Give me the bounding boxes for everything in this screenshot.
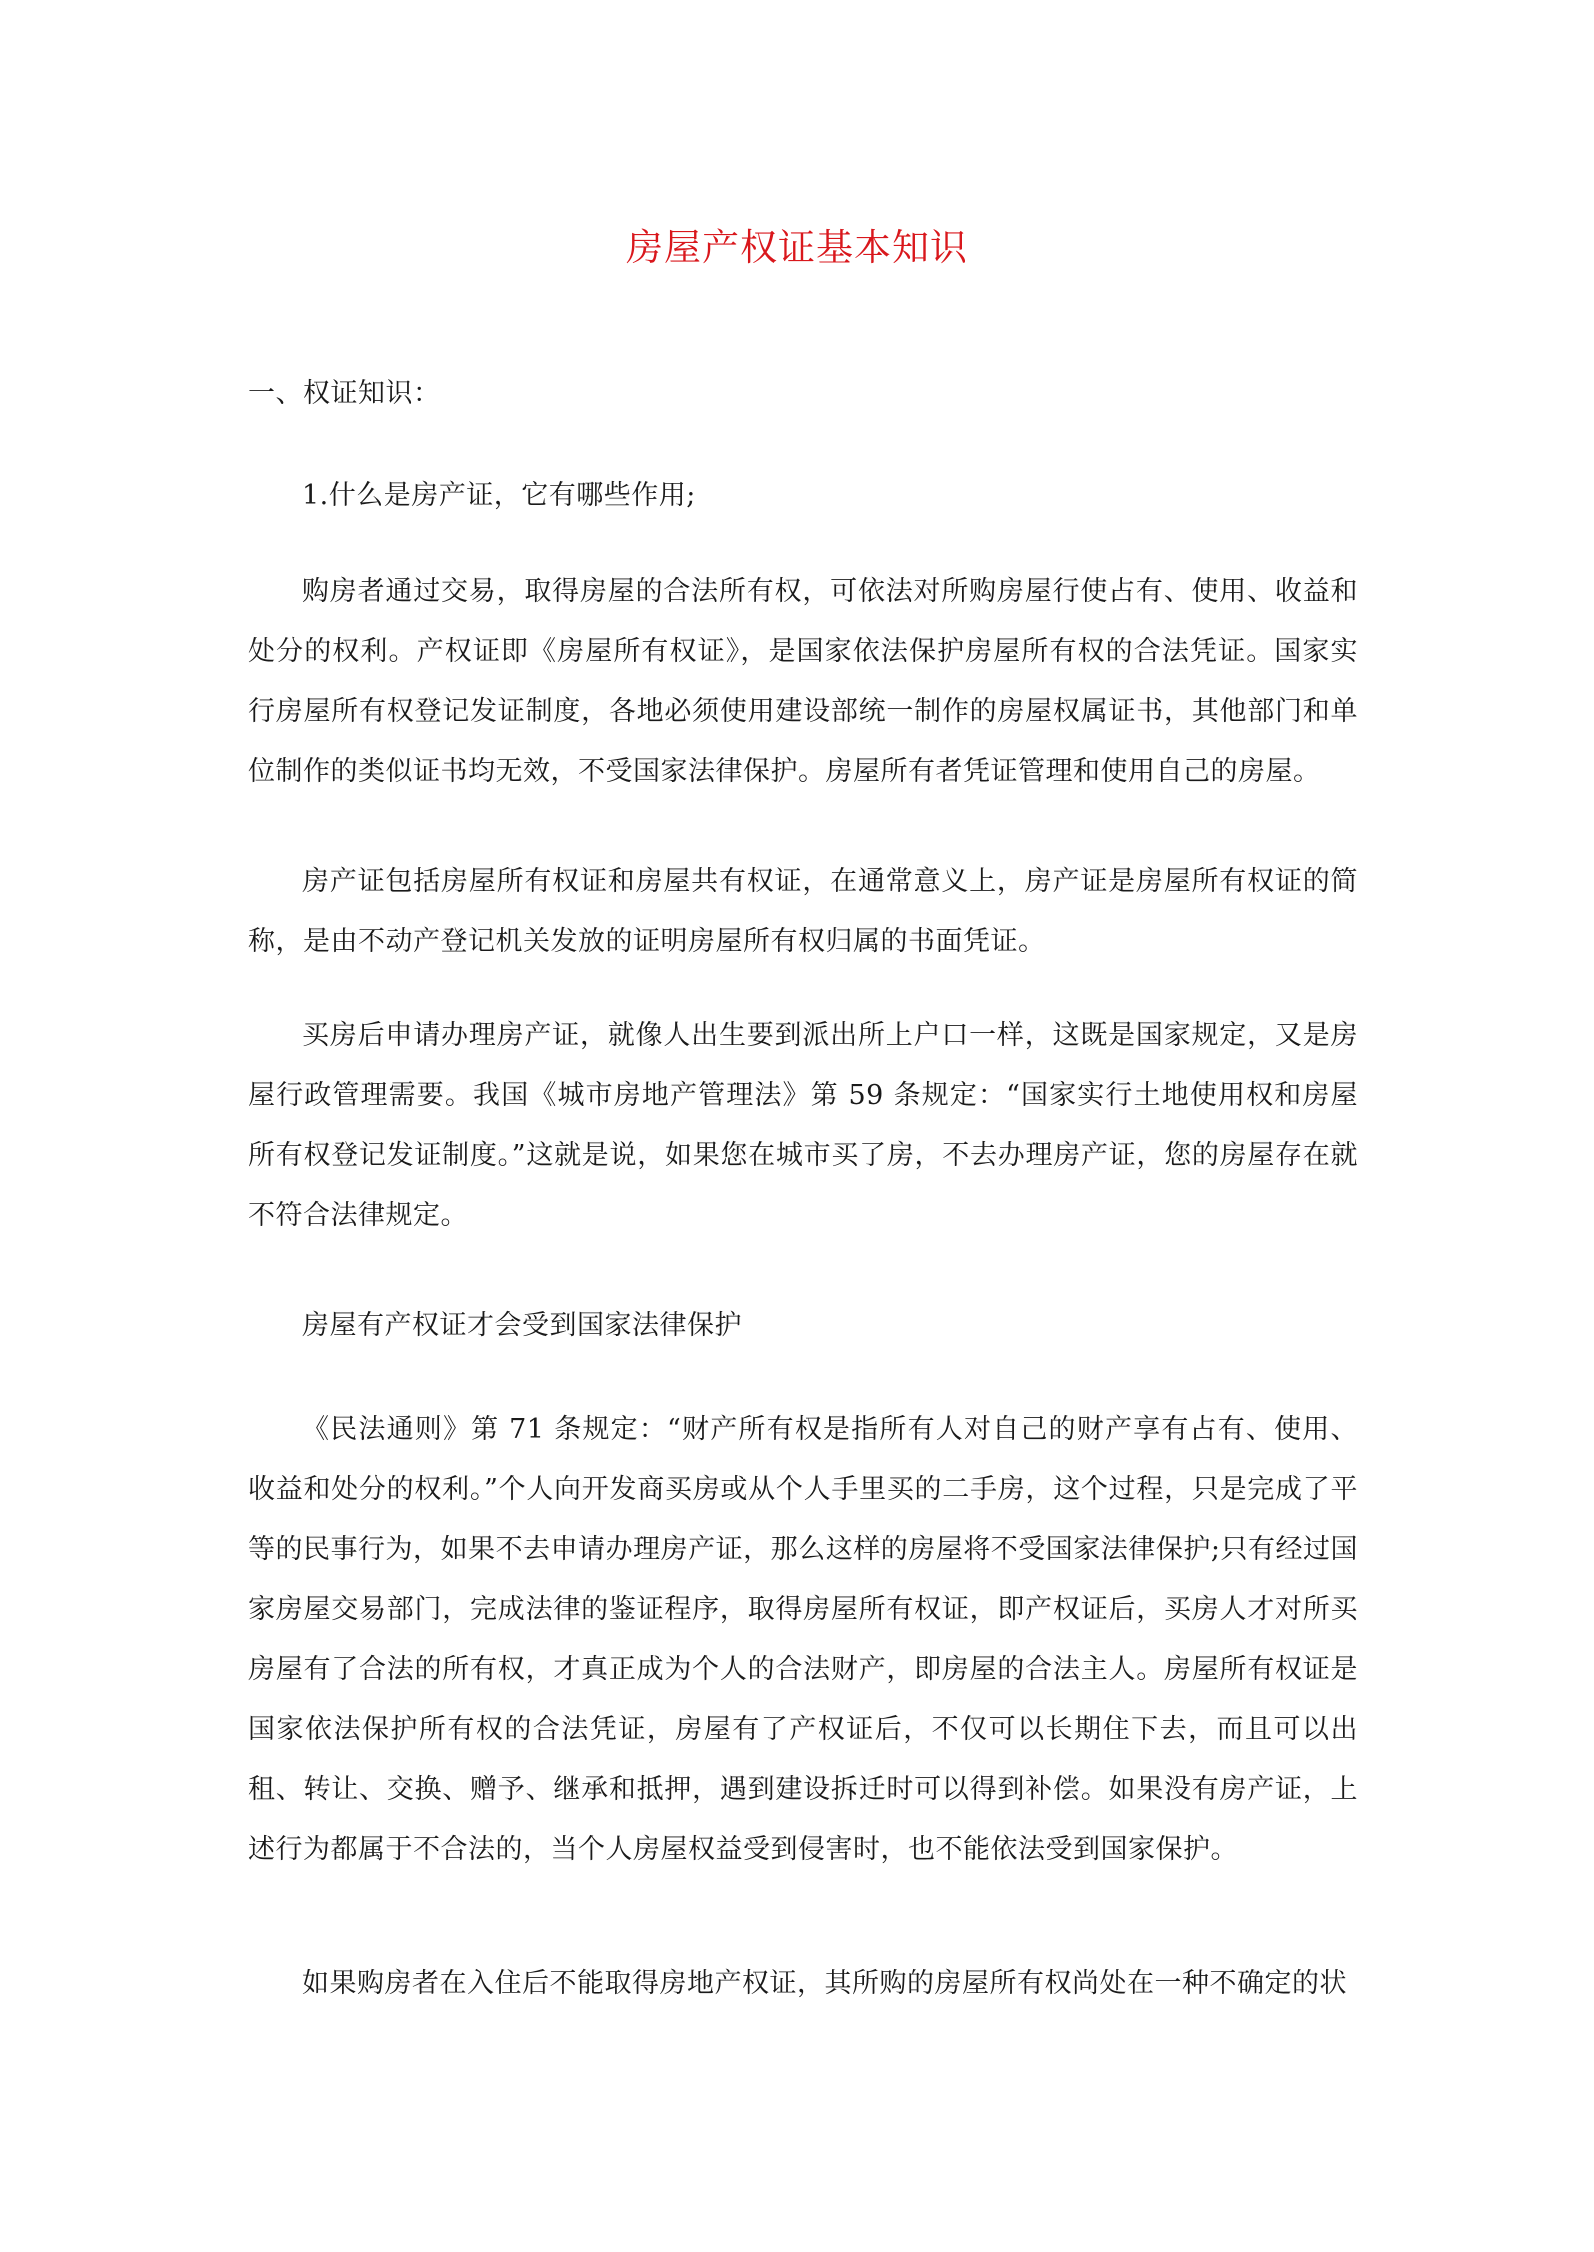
paragraph-3: 买房后申请办理房产证，就像人出生要到派出所上户口一样，这既是国家规定，又是房屋行政管理需要。我国《城市房地产管理法》第 59 条规定：“国家实行土地使用权和房屋所有权登记发证制度。”这就是说，如果您在城市买了房，不去办理房产证，您的房屋存在就不符合法律规定。: [248, 1020, 1358, 1231]
paragraph-2: 房产证包括房屋所有权证和房屋共有权证，在通常意义上，房产证是房屋所有权证的简称，是由不动产登记机关发放的证明房屋所有权归属的书面凭证。: [248, 866, 1358, 957]
paragraph-subheading: 房屋有产权证才会受到国家法律保护: [302, 1310, 742, 1341]
paragraph-1: 购房者通过交易，取得房屋的合法所有权，可依法对所购房屋行使占有、使用、收益和处分的权利。产权证即《房屋所有权证》，是国家依法保护房屋所有权的合法凭证。国家实行房屋所有权登记发证制度，各地必须使用建设部统一制作的房屋权属证书，其他部门和单位制作的类似证书均无效，不受国家法律保护。房屋所有者凭证管理和使用自己的房屋。: [248, 576, 1358, 787]
paragraph-6: 如果购房者在入住后不能取得房地产权证，其所购的房屋所有权尚处在一种不确定的状: [302, 1968, 1347, 1999]
section-heading: 一、权证知识：: [248, 378, 441, 409]
document-title: 房屋产权证基本知识: [626, 226, 968, 269]
paragraph-5: 《民法通则》第 71 条规定：“财产所有权是指所有人对自己的财产享有占有、使用、收益和处分的权利。”个人向开发商买房或从个人手里买的二手房，这个过程，只是完成了平等的民事行为，如果不去申请办理房产证，那么这样的房屋将不受国家法律保护;只有经过国家房屋交易部门，完成法律的鉴证程序，取得房屋所有权证，即产权证后，买房人才对所买房屋有了合法的所有权，才真正成为个人的合法财产，即房屋的合法主人。房屋所有权证是国家依法保护所有权的合法凭证，房屋有了产权证后，不仅可以长期住下去，而且可以出租、转让、交换、赠予、继承和抵押，遇到建设拆迁时可以得到补偿。如果没有房产证，上述行为都属于不合法的，当个人房屋权益受到侵害时，也不能依法受到国家保护。: [248, 1414, 1358, 1865]
question-heading: 1.什么是房产证，它有哪些作用;: [302, 480, 696, 511]
